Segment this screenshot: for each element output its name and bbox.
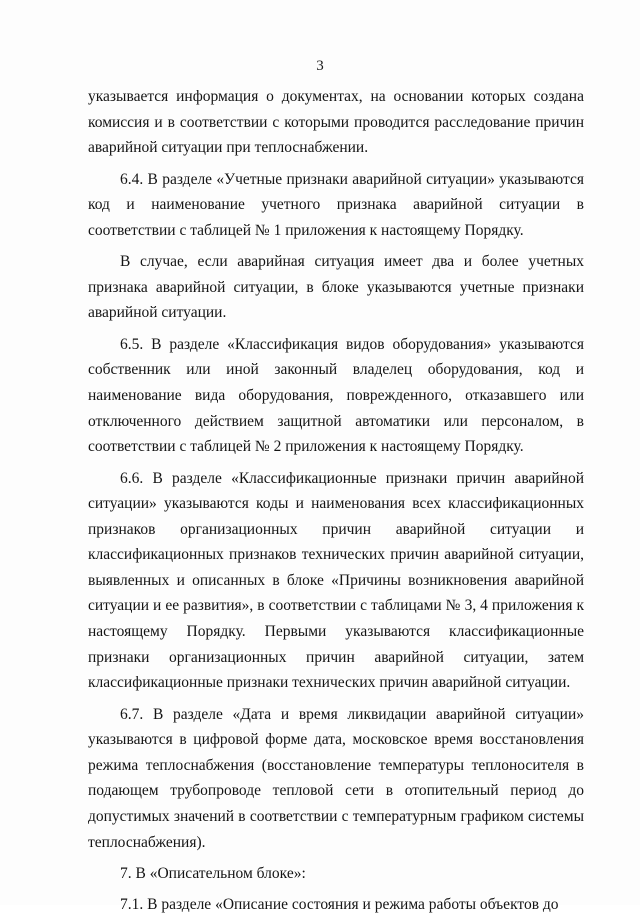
paragraph-continuation: указывается информация о документах, на основании которых создана комиссия и в соответствии с которыми проводится расследование причин аварийной ситуации при теплоснабжении. [88,88,584,157]
paragraph-6-4-note: В случае, если аварийная ситуация имеет два и более учетных признака аварийной ситуации, в блоке указываются учетные признаки аварийной ситуации. [88,253,584,322]
paragraph-6-6: 6.6. В разделе «Классификационные признаки причин аварийной ситуации» указываются коды и наименования всех классификационных признаков организационных причин аварийной ситуации и классификационных признаков технических причин аварийной ситуации, выявленных и описанных в блоке «Причины возникновения аварийной ситуации и ее развития», в соответствии с таблицами № 3, 4 приложения к настоящему Порядку. Первыми указываются классификационные признаки организационных причин аварийной ситуации, затем классификационные признаки технических причин аварийной ситуации. [88,469,584,692]
paragraph-6-7: 6.7. В разделе «Дата и время ликвидации аварийной ситуации» указываются в цифровой форме дата, московское время восстановления режима теплоснабжения (восстановление температуры теплоносителя в подающем трубопроводе тепловой сети в отопительный период до допустимых значений в соответствии с температурным графиком системы теплоснабжения). [88,705,584,851]
paragraph-6-4: 6.4. В разделе «Учетные признаки аварийной ситуации» указываются код и наименование учетного признака аварийной ситуации в соответствии с таблицей № 1 приложения к настоящему Порядку. [88,170,584,239]
page-number: 3 [316,58,324,74]
paragraph-7: 7. В «Описательном блоке»: [120,865,306,882]
paragraph-6-5: 6.5. В разделе «Классификация видов оборудования» указываются собственник или иной законный владелец оборудования, код и наименование вида оборудования, поврежденного, отказавшего или отключенного действием защитной автоматики или персоналом, в соответствии с таблицей № 2 приложения к настоящему Порядку. [88,335,584,456]
paragraph-7-1: 7.1. В разделе «Описание состояния и режима работы объектов до [120,896,559,914]
document-body [88,84,584,924]
